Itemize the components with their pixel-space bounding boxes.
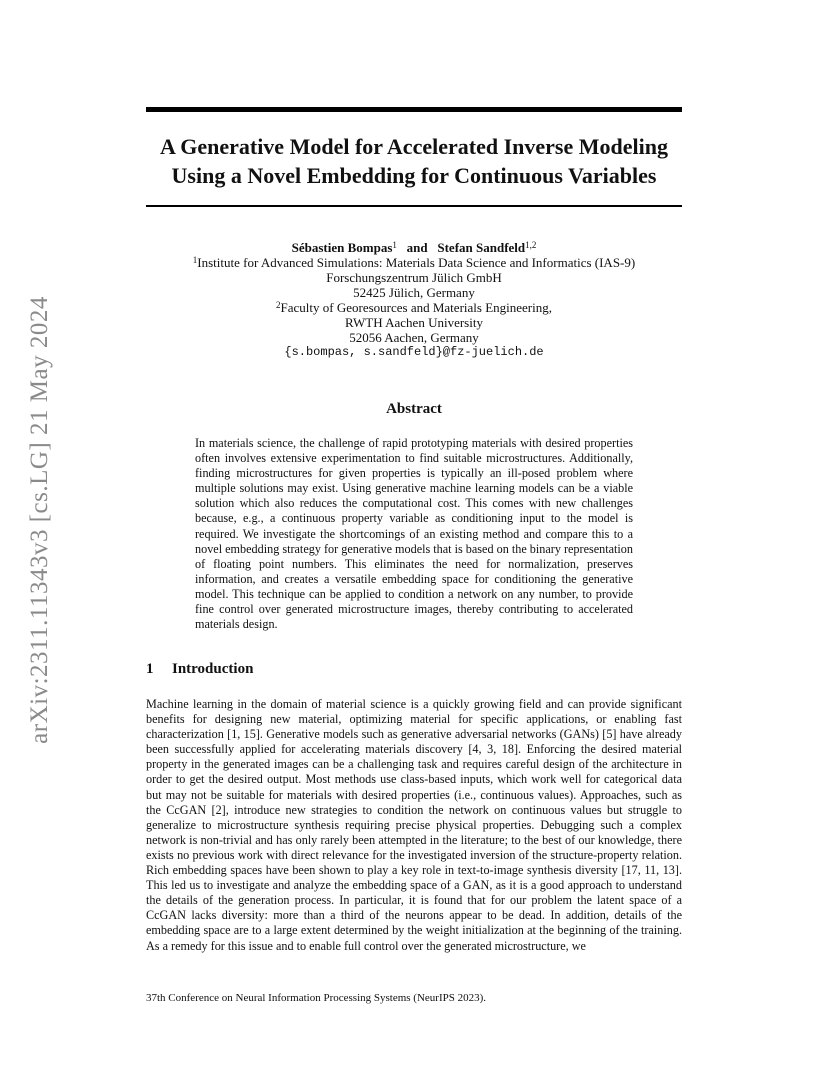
affiliation-1-sup: 1: [192, 255, 198, 265]
title-line-1: A Generative Model for Accelerated Inverse Modeling: [160, 134, 668, 159]
affiliation-2: [146, 300, 682, 315]
affiliation-2-sup: 2: [276, 300, 281, 310]
affiliation-1: [146, 255, 682, 270]
affiliation-2-org: RWTH Aachen University: [345, 315, 483, 330]
section-heading-introduction: [146, 661, 253, 678]
title-top-rule: [146, 107, 682, 112]
author-1: Sébastien Bompas: [291, 240, 393, 255]
affiliation-1-text: Institute for Advanced Simulations: Materials Data Science and Informatics (IAS-9): [197, 255, 636, 270]
arxiv-identifier: arXiv:2311.11343v3 [cs.LG] 21 May 2024: [26, 296, 53, 744]
author-emails: {s.bompas, s.sandfeld}@fz-juelich.de: [284, 345, 544, 359]
conference-footnote: 37th Conference on Neural Information Processing Systems (NeurIPS 2023).: [146, 992, 487, 1004]
section-title: Introduction: [172, 661, 254, 677]
abstract-heading: Abstract: [386, 401, 442, 417]
author-1-sup: 1: [392, 240, 397, 250]
author-2-sup: 1,2: [525, 240, 537, 250]
affiliation-1-org: Forschungszentrum Jülich GmbH: [326, 270, 502, 285]
affiliation-2-text: Faculty of Georesources and Materials Engineering,: [280, 300, 552, 315]
author-block: [146, 240, 682, 360]
title-bottom-rule: [146, 205, 682, 207]
title-line-2: Using a Novel Embedding for Continuous Variables: [171, 163, 657, 188]
affiliation-2-address: 52056 Aachen, Germany: [349, 330, 479, 345]
affiliation-1-address: 52425 Jülich, Germany: [353, 285, 475, 300]
section-number: 1: [146, 661, 154, 677]
introduction-paragraph: Machine learning in the domain of material science is a quickly growing field and can provide significant benefits for designing new material, optimizing material for specific applications, or enabling fast characterization [1, 15]. Generative models such as generative adversarial networks (GANs) [5] have already been successfully applied for accelerating materials discovery [4, 3, 18]. Enforcing the desired material property in the generated images can be a challenging task and requires careful design of the architecture in order to get the desired output. Most methods use class-based inputs, which work well for categorical data but may not be suitable for materials with desired properties (i.e., continuous values). Approaches, such as the CcGAN [2], introduce new strategies to condition the network on continuous values but struggle to generalize to microstructure synthesis requiring precise physical properties. Debugging such a complex network is non-trivial and has only rarely been attempted in the literature; to the best of our knowledge, there exists no previous work with direct relevance for the investigated inversion of the structure-property relation. Rich embedding spaces have been shown to play a key role in text-to-image synthesis diversity [17, 11, 13]. This led us to investigate and analyze the embedding space of a GAN, as it is a good approach to understand the details of the generation process. In particular, it is found that for our problem the latent space of a CcGAN lacks diversity: more than a third of the neurons appear to be dead. In addition, details of the embedding space are to a large extent determined by the weight initialization at the beginning of the training. As a remedy for this issue and to enable full control over the generated microstructure, we: [146, 697, 682, 953]
abstract-text: In materials science, the challenge of rapid prototyping materials with desired properties often involves extensive experimentation to find suitable microstructures. Additionally, finding microstructures for given properties is typically an ill-posed problem where multiple solutions may exist. Using generative machine learning models can be a viable solution which also reduces the computational cost. This comes with new challenges because, e.g., a continuous property variable as conditioning input to the model is required. We investigate the shortcomings of an existing method and compare this to a novel embedding strategy for generative models that is based on the binary representation of floating point numbers. This eliminates the need for normalization, preserves information, and creates a versatile embedding space for conditioning the generative model. This technique can be applied to condition a network on any number, to provide fine control over generated microstructure images, thereby contributing to accelerated materials design.: [195, 436, 633, 632]
author-names: Sébastien Bompas$^1$ and Stefan Sandfeld$^{1,2}$: [291, 240, 537, 255]
paper-title: [146, 132, 682, 190]
author-2: Stefan Sandfeld: [437, 240, 526, 255]
